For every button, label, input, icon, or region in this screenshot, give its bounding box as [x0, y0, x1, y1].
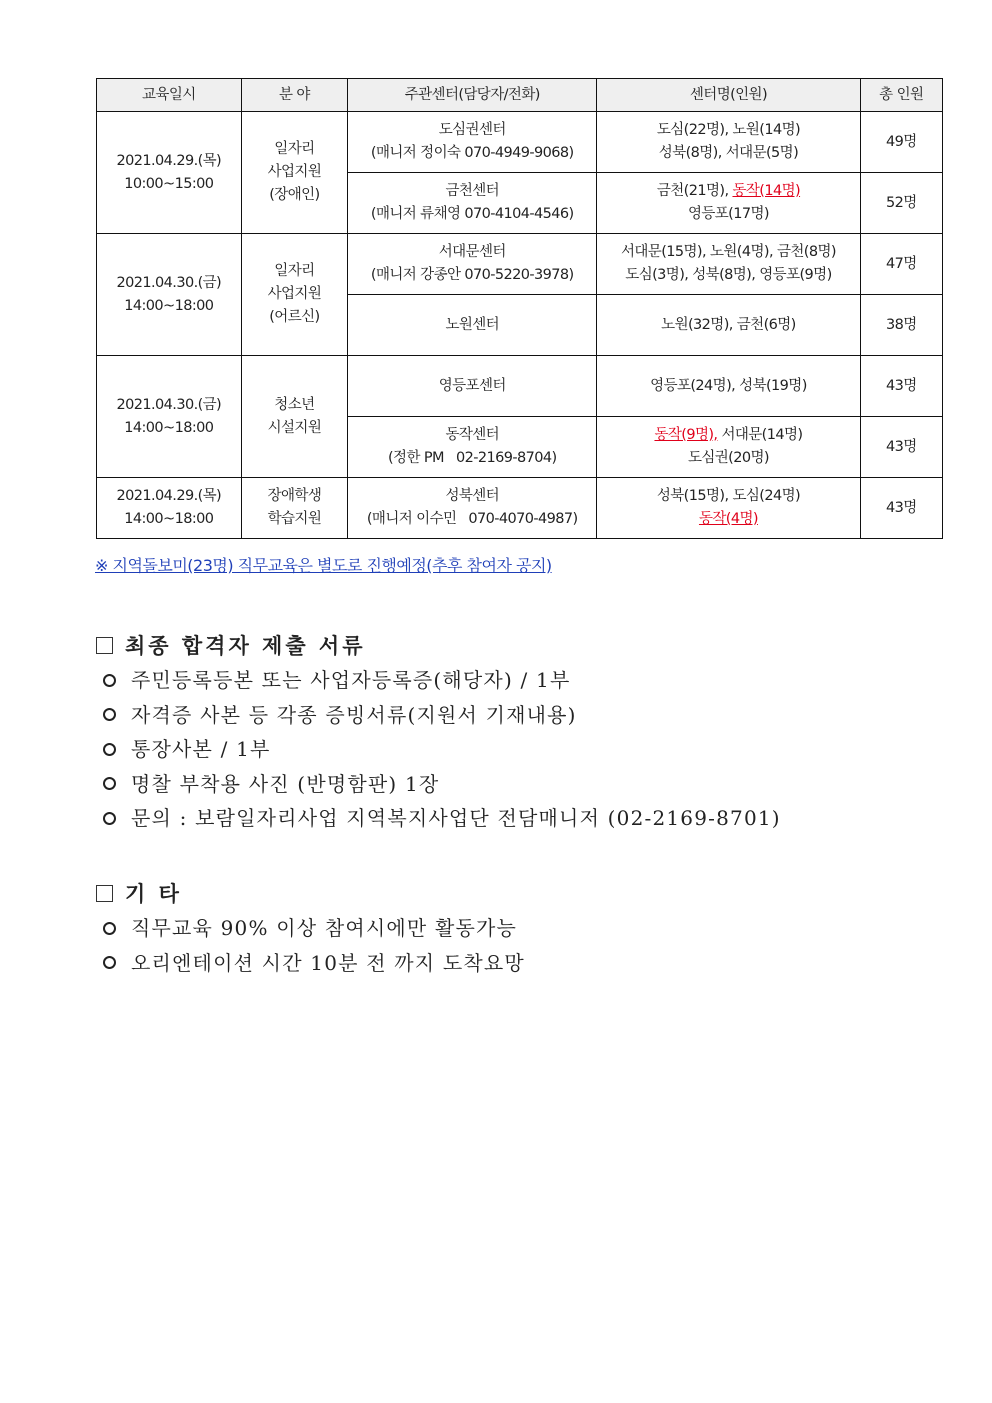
- host-center-cell: [348, 356, 597, 417]
- total-cell: 47명: [860, 234, 942, 295]
- total-cell: 43명: [860, 356, 942, 417]
- members-cell: [597, 173, 860, 234]
- field-line: (어르신): [269, 309, 320, 325]
- total-cell: 43명: [860, 478, 942, 539]
- members-line: [597, 424, 859, 447]
- table-row: [97, 234, 943, 295]
- center-name: 영등포센터: [438, 377, 506, 394]
- members-cell: [597, 295, 860, 356]
- list-item: [103, 663, 781, 698]
- host-center-cell: [348, 234, 597, 295]
- others-list: [103, 911, 525, 980]
- host-center-cell: [348, 173, 597, 234]
- members-line: 노원(32명), 금천(6명): [661, 316, 796, 333]
- host-center-cell: [348, 295, 597, 356]
- center-name: 서대문센터: [438, 244, 506, 260]
- circle-bullet-icon: [103, 743, 116, 756]
- table-row: [97, 112, 943, 173]
- members-line: [597, 180, 859, 203]
- center-contact: (매니저 류채영 070-4104-4546): [370, 206, 574, 222]
- list-item-text: 문의 : 보람일자리사업 지역복지사업단 전담매니저 (02-2169-8701): [131, 806, 781, 830]
- host-center-cell: [348, 417, 597, 478]
- section-title-text: 최종 합격자 제출 서류: [125, 633, 366, 658]
- members-cell: [597, 112, 860, 173]
- field-line: 장애학생: [267, 488, 322, 504]
- members-cell: [597, 356, 860, 417]
- header-total: 총 인원: [860, 79, 942, 112]
- time: 10:00~15:00: [124, 175, 214, 192]
- center-contact: (매니저 강종안 070-5220-3978): [370, 267, 574, 283]
- time: 14:00~18:00: [124, 419, 214, 436]
- circle-bullet-icon: [103, 922, 116, 935]
- section-title-text: 기 타: [125, 881, 182, 906]
- list-item-text: 통장사본 / 1부: [131, 737, 271, 761]
- members-line: 도심(3명), 성북(8명), 영등포(9명): [625, 267, 832, 283]
- list-item: [103, 698, 781, 733]
- highlighted-members: 동작(4명): [698, 511, 758, 527]
- members-cell: [597, 417, 860, 478]
- total-cell: 52명: [860, 173, 942, 234]
- checkbox-square-icon: [96, 885, 113, 902]
- members-line: 영등포(24명), 성북(19명): [650, 377, 807, 394]
- members-line: 성북(8명), 서대문(5명): [658, 145, 799, 161]
- section-title-required-documents: [96, 630, 366, 660]
- header-host-center: 주관센터(담당자/전화): [348, 79, 597, 112]
- circle-bullet-icon: [103, 674, 116, 687]
- field-line: 학습지원: [267, 511, 322, 527]
- time: 14:00~18:00: [124, 297, 214, 314]
- list-item: [103, 946, 525, 981]
- required-documents-list: [103, 663, 781, 836]
- center-name: 도심권센터: [438, 122, 506, 138]
- list-item: [103, 911, 525, 946]
- field-cell: [241, 356, 348, 478]
- total-cell: 49명: [860, 112, 942, 173]
- education-schedule-table: [96, 78, 943, 539]
- members-line: 서대문(15명), 노원(4명), 금천(8명): [620, 244, 836, 260]
- date-cell: [97, 234, 242, 356]
- date: 2021.04.29.(목): [116, 488, 222, 504]
- members-line: [597, 508, 859, 531]
- date: 2021.04.29.(목): [116, 152, 222, 169]
- field-line: 사업지원: [267, 164, 322, 180]
- header-center-members: 센터명(인원): [597, 79, 860, 112]
- list-item: [103, 801, 781, 836]
- field-line: (장애인): [269, 187, 320, 203]
- list-item-text: 직무교육 90% 이상 참여시에만 활동가능: [131, 916, 518, 940]
- host-center-cell: [348, 112, 597, 173]
- center-contact: (정한 PM 02-2169-8704): [387, 450, 557, 466]
- date: 2021.04.30.(금): [116, 274, 222, 291]
- date: 2021.04.30.(금): [116, 396, 222, 413]
- field-cell: [241, 478, 348, 539]
- list-item-text: 명찰 부착용 사진 (반명함판) 1장: [131, 771, 440, 796]
- checkbox-square-icon: [96, 637, 113, 654]
- table-row: [97, 356, 943, 417]
- list-item: [103, 767, 781, 802]
- center-contact: (매니저 정이숙 070-4949-9068): [370, 145, 574, 161]
- section-title-others: [96, 878, 182, 908]
- highlighted-members: 동작(14명): [732, 183, 801, 199]
- time: 14:00~18:00: [124, 511, 214, 527]
- care-helper-training-note: ※ 지역돌보미(23명) 직무교육은 별도로 진행예정(추후 참여자 공지): [95, 556, 552, 575]
- date-cell: [97, 478, 242, 539]
- list-item: [103, 732, 781, 767]
- list-item-text: 자격증 사본 등 각종 증빙서류(지원서 기재내용): [131, 702, 577, 727]
- members-line: 영등포(17명): [687, 206, 769, 222]
- center-name: 금천센터: [445, 183, 500, 199]
- members-text: 서대문(14명): [717, 427, 803, 443]
- header-field: 분 야: [241, 79, 348, 112]
- center-name: 노원센터: [445, 316, 500, 333]
- circle-bullet-icon: [103, 956, 116, 969]
- circle-bullet-icon: [103, 777, 116, 790]
- center-name: 성북센터: [445, 488, 500, 504]
- center-name: 동작센터: [445, 427, 500, 443]
- date-cell: [97, 356, 242, 478]
- members-line: 도심(22명), 노원(14명): [656, 122, 801, 138]
- list-item-text: 주민등록등본 또는 사업자등록증(해당자) / 1부: [131, 668, 571, 692]
- members-line: 도심권(20명): [687, 450, 769, 466]
- table-row: [97, 478, 943, 539]
- total-cell: 43명: [860, 417, 942, 478]
- field-line: 일자리: [274, 141, 315, 157]
- center-contact: (매니저 이수민 070-4070-4987): [366, 511, 578, 527]
- field-line: 청소년: [274, 396, 315, 413]
- members-line: 성북(15명), 도심(24명): [656, 488, 801, 504]
- total-cell: 38명: [860, 295, 942, 356]
- list-item-text: 오리엔테이션 시간 10분 전 까지 도착요망: [131, 950, 525, 975]
- members-cell: [597, 234, 860, 295]
- date-cell: [97, 112, 242, 234]
- members-text: 금천(21명),: [656, 183, 733, 199]
- circle-bullet-icon: [103, 708, 116, 721]
- members-cell: [597, 478, 860, 539]
- host-center-cell: [348, 478, 597, 539]
- circle-bullet-icon: [103, 812, 116, 825]
- field-cell: [241, 234, 348, 356]
- table-header-row: [97, 79, 943, 112]
- highlighted-members: 동작(9명),: [654, 427, 718, 443]
- field-cell: [241, 112, 348, 234]
- field-line: 시설지원: [267, 419, 322, 436]
- field-line: 일자리: [274, 263, 315, 279]
- header-date: 교육일시: [97, 79, 242, 112]
- field-line: 사업지원: [267, 286, 322, 302]
